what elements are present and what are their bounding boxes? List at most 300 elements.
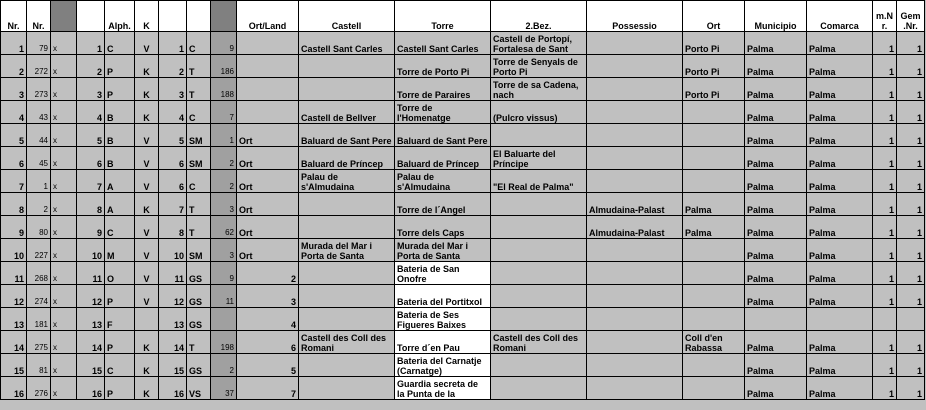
cell-n2[interactable]: 16 [159, 377, 187, 400]
cell-v[interactable]: 9 [211, 32, 237, 55]
cell-a[interactable]: C [105, 354, 135, 377]
cell-n2[interactable]: 13 [159, 308, 187, 331]
cell-n[interactable]: 12 [77, 285, 105, 308]
cell-x[interactable]: x [51, 55, 77, 78]
cell-n[interactable]: 5 [77, 124, 105, 147]
column-header[interactable] [187, 1, 211, 32]
cell-g[interactable]: 1 [897, 216, 925, 239]
cell-ort[interactable] [683, 354, 745, 377]
cell-m[interactable]: 1 [873, 32, 897, 55]
cell-x[interactable]: x [51, 193, 77, 216]
cell-torre[interactable]: Torre de l'Homenatge [395, 101, 491, 124]
cell-com[interactable]: Palma [807, 101, 873, 124]
cell-nr2[interactable]: 275 [27, 331, 51, 354]
cell-k[interactable]: V [135, 147, 159, 170]
cell-k[interactable]: K [135, 354, 159, 377]
cell-m[interactable] [873, 308, 897, 331]
cell-mun[interactable]: Palma [745, 239, 807, 262]
cell-g[interactable]: 1 [897, 239, 925, 262]
cell-castell[interactable] [299, 377, 395, 400]
cell-nr[interactable]: 16 [1, 377, 27, 400]
cell-ort[interactable]: Palma [683, 216, 745, 239]
cell-ort[interactable] [683, 285, 745, 308]
cell-v[interactable]: 11 [211, 285, 237, 308]
cell-ort[interactable] [683, 262, 745, 285]
cell-t[interactable]: SM [187, 239, 211, 262]
cell-castell[interactable] [299, 308, 395, 331]
cell-v[interactable]: 62 [211, 216, 237, 239]
cell-g[interactable]: 1 [897, 170, 925, 193]
cell-castell[interactable]: Palau de s'Almudaina [299, 170, 395, 193]
cell-n2[interactable]: 12 [159, 285, 187, 308]
cell-v[interactable]: 3 [211, 193, 237, 216]
cell-v[interactable]: 7 [211, 101, 237, 124]
cell-n2[interactable]: 1 [159, 32, 187, 55]
cell-k[interactable] [135, 308, 159, 331]
cell-bez[interactable]: Castell de Portopí, Fortalesa de Sant [491, 32, 587, 55]
cell-torre[interactable]: Castell Sant Carles [395, 32, 491, 55]
cell-x[interactable]: x [51, 124, 77, 147]
cell-mun[interactable]: Palma [745, 55, 807, 78]
cell-k[interactable]: K [135, 377, 159, 400]
cell-n2[interactable]: 11 [159, 262, 187, 285]
cell-v[interactable]: 188 [211, 78, 237, 101]
cell-ort[interactable]: Porto Pi [683, 55, 745, 78]
cell-g[interactable]: 1 [897, 262, 925, 285]
cell-castell[interactable] [299, 193, 395, 216]
cell-g[interactable]: 1 [897, 78, 925, 101]
cell-mun[interactable]: Palma [745, 101, 807, 124]
cell-n[interactable]: 2 [77, 55, 105, 78]
cell-n2[interactable]: 15 [159, 354, 187, 377]
cell-com[interactable]: Palma [807, 32, 873, 55]
cell-torre[interactable]: Bateria de Ses Figueres Baixes [395, 308, 491, 331]
cell-n[interactable]: 16 [77, 377, 105, 400]
column-header[interactable]: Possessio [587, 1, 683, 32]
cell-ol[interactable] [237, 32, 299, 55]
cell-poss[interactable] [587, 124, 683, 147]
cell-castell[interactable] [299, 78, 395, 101]
cell-k[interactable]: V [135, 239, 159, 262]
cell-nr[interactable]: 11 [1, 262, 27, 285]
cell-nr[interactable]: 8 [1, 193, 27, 216]
cell-v[interactable]: 2 [211, 147, 237, 170]
cell-poss[interactable] [587, 262, 683, 285]
cell-nr[interactable]: 10 [1, 239, 27, 262]
cell-g[interactable]: 1 [897, 377, 925, 400]
cell-nr2[interactable]: 79 [27, 32, 51, 55]
cell-torre[interactable]: Torre de l´Angel [395, 193, 491, 216]
cell-nr[interactable]: 9 [1, 216, 27, 239]
cell-torre[interactable]: Baluard de Príncep [395, 147, 491, 170]
cell-poss[interactable] [587, 354, 683, 377]
cell-torre[interactable]: Baluard de Sant Pere [395, 124, 491, 147]
cell-poss[interactable]: Almudaina-Palast [587, 193, 683, 216]
cell-bez[interactable]: Torre de sa Cadena, nach [491, 78, 587, 101]
column-header[interactable] [211, 1, 237, 32]
cell-m[interactable]: 1 [873, 331, 897, 354]
cell-nr[interactable]: 13 [1, 308, 27, 331]
cell-mun[interactable]: Palma [745, 32, 807, 55]
cell-nr[interactable]: 15 [1, 354, 27, 377]
cell-k[interactable]: V [135, 216, 159, 239]
cell-m[interactable]: 1 [873, 285, 897, 308]
cell-mun[interactable]: Palma [745, 331, 807, 354]
cell-mun[interactable]: Palma [745, 262, 807, 285]
cell-g[interactable]: 1 [897, 147, 925, 170]
cell-com[interactable]: Palma [807, 170, 873, 193]
cell-ol[interactable] [237, 239, 299, 262]
cell-ol[interactable] [237, 262, 299, 285]
cell-k[interactable]: K [135, 193, 159, 216]
cell-com[interactable]: Palma [807, 285, 873, 308]
cell-poss[interactable] [587, 101, 683, 124]
cell-t[interactable]: T [187, 78, 211, 101]
cell-a[interactable]: B [105, 124, 135, 147]
cell-v[interactable]: 186 [211, 55, 237, 78]
cell-nr2[interactable]: 44 [27, 124, 51, 147]
cell-nr2[interactable]: 227 [27, 239, 51, 262]
cell-n[interactable]: 6 [77, 147, 105, 170]
cell-v[interactable]: 9 [211, 262, 237, 285]
cell-poss[interactable]: Almudaina-Palast [587, 216, 683, 239]
cell-torre[interactable]: Torre de Paraires [395, 78, 491, 101]
cell-x[interactable]: x [51, 331, 77, 354]
cell-torre[interactable]: Murada del Mar i Porta de Santa [395, 239, 491, 262]
cell-ort[interactable] [683, 101, 745, 124]
cell-t[interactable]: SM [187, 124, 211, 147]
cell-bez[interactable]: Torre de Senyals de Porto Pi [491, 55, 587, 78]
cell-n2[interactable]: 6 [159, 147, 187, 170]
column-header[interactable]: Ort [683, 1, 745, 32]
cell-mun[interactable]: Palma [745, 124, 807, 147]
column-header[interactable]: Nr. [27, 1, 51, 32]
cell-t[interactable]: VS [187, 377, 211, 400]
cell-t[interactable]: GS [187, 285, 211, 308]
cell-n[interactable]: 1 [77, 32, 105, 55]
cell-nr[interactable]: 3 [1, 78, 27, 101]
cell-poss[interactable] [587, 32, 683, 55]
cell-m[interactable]: 1 [873, 262, 897, 285]
cell-bez[interactable] [491, 193, 587, 216]
cell-t[interactable]: SM [187, 147, 211, 170]
cell-n[interactable]: 15 [77, 354, 105, 377]
column-header[interactable]: Comarca [807, 1, 873, 32]
cell-ol[interactable] [237, 193, 299, 216]
cell-mun[interactable] [745, 308, 807, 331]
cell-m[interactable]: 1 [873, 216, 897, 239]
cell-t[interactable]: T [187, 216, 211, 239]
cell-ort[interactable] [683, 377, 745, 400]
cell-k[interactable]: V [135, 262, 159, 285]
cell-ol[interactable] [237, 216, 299, 239]
cell-g[interactable]: 1 [897, 124, 925, 147]
cell-a[interactable]: P [105, 285, 135, 308]
cell-bez[interactable] [491, 124, 587, 147]
cell-k[interactable]: K [135, 101, 159, 124]
cell-v[interactable]: 37 [211, 377, 237, 400]
column-header[interactable]: Torre [395, 1, 491, 32]
cell-poss[interactable] [587, 308, 683, 331]
cell-mun[interactable]: Palma [745, 193, 807, 216]
cell-n[interactable]: 10 [77, 239, 105, 262]
cell-bez[interactable]: (Pulcro vissus) [491, 101, 587, 124]
cell-poss[interactable] [587, 239, 683, 262]
cell-torre[interactable]: Guardia secreta de la Punta de la [395, 377, 491, 400]
cell-poss[interactable] [587, 170, 683, 193]
cell-nr2[interactable]: 80 [27, 216, 51, 239]
cell-com[interactable]: Palma [807, 262, 873, 285]
cell-n[interactable]: 14 [77, 331, 105, 354]
cell-com[interactable]: Palma [807, 354, 873, 377]
cell-k[interactable]: V [135, 124, 159, 147]
cell-x[interactable]: x [51, 170, 77, 193]
cell-nr2[interactable]: 272 [27, 55, 51, 78]
cell-n2[interactable]: 10 [159, 239, 187, 262]
cell-ol[interactable] [237, 124, 299, 147]
cell-bez[interactable] [491, 216, 587, 239]
cell-castell[interactable] [299, 55, 395, 78]
cell-mun[interactable]: Palma [745, 216, 807, 239]
cell-castell[interactable] [299, 354, 395, 377]
cell-ort[interactable]: Palma [683, 193, 745, 216]
cell-x[interactable]: x [51, 354, 77, 377]
cell-x[interactable]: x [51, 101, 77, 124]
cell-nr[interactable]: 6 [1, 147, 27, 170]
cell-bez[interactable]: Castell des Coll des Romani [491, 331, 587, 354]
cell-x[interactable]: x [51, 32, 77, 55]
cell-castell[interactable]: Murada del Mar i Porta de Santa [299, 239, 395, 262]
cell-nr[interactable]: 5 [1, 124, 27, 147]
cell-poss[interactable] [587, 55, 683, 78]
cell-ort[interactable]: Porto Pi [683, 32, 745, 55]
column-header[interactable]: 2.Bez. [491, 1, 587, 32]
column-header[interactable]: Nr. [1, 1, 27, 32]
cell-v[interactable]: 1 [211, 124, 237, 147]
column-header[interactable]: Castell [299, 1, 395, 32]
column-header[interactable] [51, 1, 77, 32]
cell-com[interactable]: Palma [807, 331, 873, 354]
cell-poss[interactable] [587, 377, 683, 400]
cell-t[interactable]: C [187, 32, 211, 55]
cell-bez[interactable] [491, 308, 587, 331]
cell-a[interactable]: P [105, 78, 135, 101]
cell-n2[interactable]: 7 [159, 193, 187, 216]
cell-n[interactable]: 8 [77, 193, 105, 216]
column-header[interactable]: Municipio [745, 1, 807, 32]
cell-torre[interactable]: Torre d´en Pau [395, 331, 491, 354]
cell-x[interactable]: x [51, 216, 77, 239]
cell-n2[interactable]: 2 [159, 55, 187, 78]
column-header[interactable] [159, 1, 187, 32]
cell-castell[interactable] [299, 216, 395, 239]
cell-com[interactable]: Palma [807, 78, 873, 101]
cell-a[interactable]: P [105, 377, 135, 400]
cell-a[interactable]: C [105, 216, 135, 239]
cell-t[interactable]: T [187, 193, 211, 216]
cell-n[interactable]: 4 [77, 101, 105, 124]
cell-k[interactable]: K [135, 78, 159, 101]
cell-a[interactable]: O [105, 262, 135, 285]
cell-a[interactable]: M [105, 239, 135, 262]
cell-bez[interactable]: El Baluarte del Príncipe [491, 147, 587, 170]
cell-castell[interactable] [299, 285, 395, 308]
cell-g[interactable]: 1 [897, 193, 925, 216]
cell-g[interactable]: 1 [897, 331, 925, 354]
cell-mun[interactable]: Palma [745, 354, 807, 377]
cell-bez[interactable] [491, 377, 587, 400]
cell-v[interactable]: 198 [211, 331, 237, 354]
cell-nr[interactable]: 7 [1, 170, 27, 193]
cell-g[interactable]: 1 [897, 354, 925, 377]
cell-v[interactable] [211, 308, 237, 331]
cell-v[interactable]: 3 [211, 239, 237, 262]
cell-bez[interactable] [491, 285, 587, 308]
cell-ort[interactable] [683, 308, 745, 331]
cell-a[interactable]: B [105, 147, 135, 170]
cell-nr2[interactable]: 181 [27, 308, 51, 331]
cell-nr[interactable]: 1 [1, 32, 27, 55]
cell-nr[interactable]: 4 [1, 101, 27, 124]
cell-v[interactable]: 2 [211, 354, 237, 377]
cell-a[interactable]: P [105, 55, 135, 78]
cell-n[interactable]: 13 [77, 308, 105, 331]
cell-a[interactable]: B [105, 101, 135, 124]
cell-com[interactable]: Palma [807, 55, 873, 78]
cell-n[interactable]: 11 [77, 262, 105, 285]
cell-bez[interactable] [491, 262, 587, 285]
cell-bez[interactable] [491, 239, 587, 262]
cell-nr2[interactable]: 2 [27, 193, 51, 216]
cell-castell[interactable]: Baluard de Sant Pere [299, 124, 395, 147]
cell-torre[interactable]: Torre dels Caps [395, 216, 491, 239]
cell-com[interactable]: Palma [807, 147, 873, 170]
column-header[interactable] [77, 1, 105, 32]
cell-x[interactable]: x [51, 308, 77, 331]
cell-k[interactable]: V [135, 32, 159, 55]
cell-castell[interactable]: Castell des Coll des Romani [299, 331, 395, 354]
cell-m[interactable]: 1 [873, 354, 897, 377]
cell-ol[interactable] [237, 170, 299, 193]
cell-ol[interactable] [237, 147, 299, 170]
cell-m[interactable]: 1 [873, 239, 897, 262]
cell-t[interactable]: C [187, 101, 211, 124]
cell-ort[interactable]: Porto Pi [683, 78, 745, 101]
cell-m[interactable]: 1 [873, 170, 897, 193]
cell-a[interactable]: C [105, 32, 135, 55]
cell-t[interactable]: GS [187, 262, 211, 285]
cell-ol[interactable] [237, 331, 299, 354]
cell-com[interactable]: Palma [807, 193, 873, 216]
cell-n2[interactable]: 14 [159, 331, 187, 354]
cell-poss[interactable] [587, 78, 683, 101]
cell-n[interactable]: 3 [77, 78, 105, 101]
cell-k[interactable]: V [135, 285, 159, 308]
cell-t[interactable]: GS [187, 354, 211, 377]
cell-v[interactable]: 2 [211, 170, 237, 193]
cell-ol[interactable] [237, 285, 299, 308]
cell-a[interactable]: F [105, 308, 135, 331]
cell-ol[interactable] [237, 101, 299, 124]
cell-x[interactable]: x [51, 262, 77, 285]
cell-poss[interactable] [587, 285, 683, 308]
cell-m[interactable]: 1 [873, 101, 897, 124]
cell-k[interactable]: K [135, 55, 159, 78]
cell-nr2[interactable]: 276 [27, 377, 51, 400]
column-header[interactable]: Gem .Nr. [897, 1, 925, 32]
cell-n[interactable]: 7 [77, 170, 105, 193]
column-header[interactable]: K [135, 1, 159, 32]
cell-x[interactable]: x [51, 239, 77, 262]
cell-torre[interactable]: Bateria del Portitxol [395, 285, 491, 308]
cell-x[interactable]: x [51, 78, 77, 101]
cell-k[interactable]: V [135, 170, 159, 193]
cell-ort[interactable] [683, 124, 745, 147]
cell-k[interactable]: K [135, 331, 159, 354]
column-header[interactable]: Ort/Land [237, 1, 299, 32]
cell-ort[interactable] [683, 147, 745, 170]
cell-nr2[interactable]: 273 [27, 78, 51, 101]
cell-m[interactable]: 1 [873, 78, 897, 101]
cell-n2[interactable]: 4 [159, 101, 187, 124]
cell-n2[interactable]: 8 [159, 216, 187, 239]
cell-bez[interactable]: "El Real de Palma" [491, 170, 587, 193]
cell-poss[interactable] [587, 147, 683, 170]
cell-castell[interactable]: Castell de Bellver [299, 101, 395, 124]
cell-n[interactable]: 9 [77, 216, 105, 239]
cell-x[interactable]: x [51, 285, 77, 308]
cell-ort[interactable]: Coll d'en Rabassa [683, 331, 745, 354]
cell-nr[interactable]: 12 [1, 285, 27, 308]
cell-m[interactable]: 1 [873, 377, 897, 400]
cell-torre[interactable]: Torre de Porto Pi [395, 55, 491, 78]
cell-x[interactable]: x [51, 147, 77, 170]
cell-com[interactable]: Palma [807, 239, 873, 262]
cell-g[interactable]: 1 [897, 101, 925, 124]
cell-m[interactable]: 1 [873, 124, 897, 147]
cell-t[interactable]: T [187, 331, 211, 354]
cell-com[interactable]: Palma [807, 377, 873, 400]
cell-castell[interactable]: Baluard de Príncep [299, 147, 395, 170]
cell-torre[interactable]: Bateria del Carnatje (Carnatge) [395, 354, 491, 377]
cell-com[interactable] [807, 308, 873, 331]
cell-a[interactable]: P [105, 331, 135, 354]
cell-a[interactable]: A [105, 193, 135, 216]
cell-m[interactable]: 1 [873, 55, 897, 78]
cell-bez[interactable] [491, 354, 587, 377]
cell-mun[interactable]: Palma [745, 170, 807, 193]
cell-nr[interactable]: 14 [1, 331, 27, 354]
cell-a[interactable]: A [105, 170, 135, 193]
cell-nr2[interactable]: 81 [27, 354, 51, 377]
cell-ort[interactable] [683, 239, 745, 262]
cell-g[interactable]: 1 [897, 32, 925, 55]
cell-torre[interactable]: Palau de s'Almudaina [395, 170, 491, 193]
cell-m[interactable]: 1 [873, 147, 897, 170]
cell-x[interactable]: x [51, 377, 77, 400]
column-header[interactable]: Alph. [105, 1, 135, 32]
cell-nr2[interactable]: 268 [27, 262, 51, 285]
cell-t[interactable]: C [187, 170, 211, 193]
cell-n2[interactable]: 3 [159, 78, 187, 101]
cell-torre[interactable]: Bateria de San Onofre [395, 262, 491, 285]
cell-n2[interactable]: 5 [159, 124, 187, 147]
cell-ol[interactable] [237, 308, 299, 331]
cell-ol[interactable] [237, 377, 299, 400]
cell-mun[interactable]: Palma [745, 285, 807, 308]
cell-t[interactable]: T [187, 55, 211, 78]
column-header[interactable]: m.N r. [873, 1, 897, 32]
